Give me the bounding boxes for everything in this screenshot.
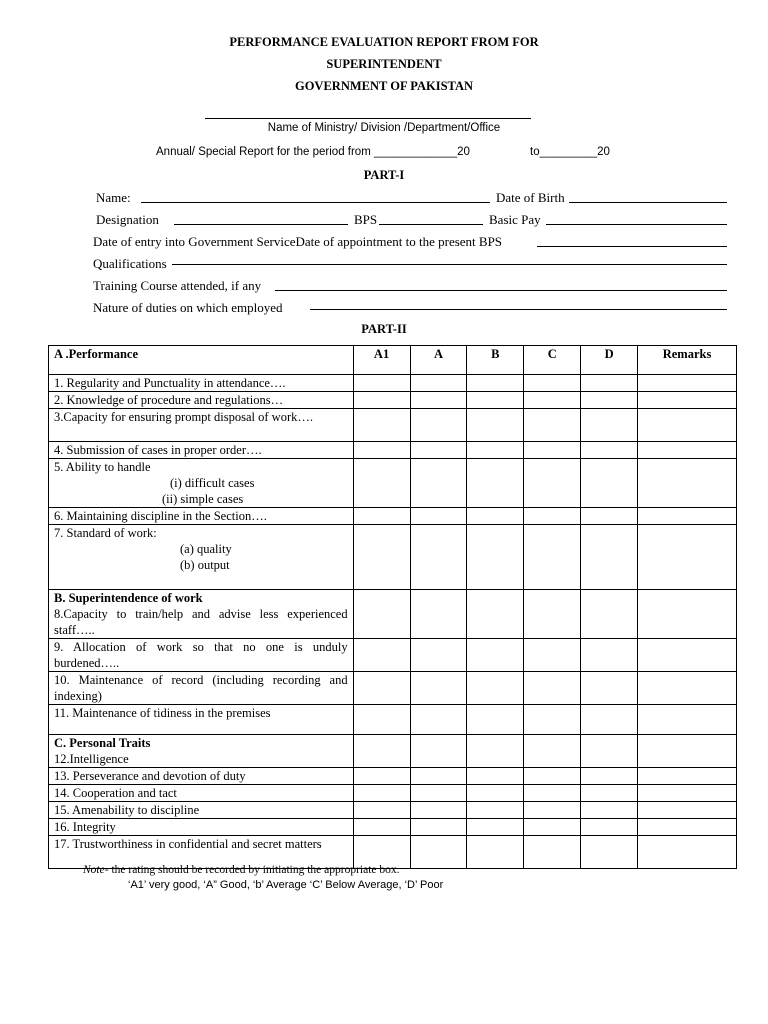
table-row [49, 442, 737, 459]
criterion-cell [49, 459, 354, 508]
ministry-label: Name of Ministry/ Division /Department/Office [267, 122, 501, 134]
rating-cell[interactable] [410, 525, 467, 590]
rating-cell[interactable] [467, 375, 524, 392]
rating-cell[interactable] [581, 672, 638, 705]
rating-cell[interactable] [353, 802, 410, 819]
column-header-b: B [467, 346, 524, 375]
remarks-cell[interactable] [638, 785, 737, 802]
training-label: Training Course attended, if any [93, 278, 262, 293]
remarks-cell[interactable] [638, 802, 737, 819]
remarks-cell[interactable] [638, 836, 737, 869]
rating-cell[interactable] [524, 802, 581, 819]
column-header-a: A [410, 346, 467, 375]
criterion-label: 3.Capacity for ensuring prompt disposal of work…. [49, 409, 354, 442]
table-row [49, 508, 737, 525]
rating-cell[interactable] [353, 819, 410, 836]
criterion-label: 8.Capacity to train/help and advise less experienced staff….. [54, 607, 348, 637]
rating-cell[interactable] [353, 705, 410, 735]
table-row [49, 735, 737, 768]
basic-pay-label: Basic Pay [489, 212, 541, 227]
remarks-cell[interactable] [638, 525, 737, 590]
note-label: Note [83, 864, 105, 876]
rating-cell[interactable] [353, 785, 410, 802]
rating-cell[interactable] [467, 392, 524, 409]
criterion-label: 15. Amenability to discipline [49, 802, 354, 819]
rating-cell[interactable] [353, 375, 410, 392]
rating-cell[interactable] [581, 819, 638, 836]
criterion-label: 13. Perseverance and devotion of duty [49, 768, 354, 785]
table-row [49, 590, 737, 639]
rating-cell[interactable] [353, 672, 410, 705]
entry-label: Date of entry into Government ServiceDate of appointment to the present BPS [93, 234, 503, 249]
column-header-remarks: Remarks [638, 346, 737, 375]
rating-cell[interactable] [353, 508, 410, 525]
rating-cell[interactable] [353, 392, 410, 409]
criterion-label: 10. Maintenance of record (including recording and indexing) [49, 672, 354, 705]
report-subtitle: SUPERINTENDENT [326, 57, 442, 71]
table-row [49, 705, 737, 735]
rating-cell[interactable] [467, 785, 524, 802]
designation-field[interactable] [174, 224, 348, 225]
rating-cell[interactable] [410, 590, 467, 639]
table-row [49, 785, 737, 802]
bps-field[interactable] [379, 224, 483, 225]
criterion-label: 9. Allocation of work so that no one is unduly burdened….. [49, 639, 354, 672]
rating-cell[interactable] [467, 409, 524, 442]
rating-cell[interactable] [467, 525, 524, 590]
criterion-sublabel: (i) difficult cases [170, 476, 255, 490]
rating-cell[interactable] [410, 836, 467, 869]
rating-cell[interactable] [410, 409, 467, 442]
rating-cell[interactable] [410, 768, 467, 785]
table-row [49, 392, 737, 409]
criterion-label: 14. Cooperation and tact [49, 785, 354, 802]
ministry-blank-line[interactable] [205, 118, 531, 119]
rating-cell[interactable] [524, 375, 581, 392]
entry-field[interactable] [537, 246, 727, 247]
criterion-sublabel: (a) quality [180, 542, 232, 556]
table-row [49, 639, 737, 672]
rating-cell[interactable] [524, 409, 581, 442]
criterion-label: 1. Regularity and Punctuality in attendance…. [49, 375, 354, 392]
rating-cell[interactable] [524, 836, 581, 869]
rating-cell[interactable] [467, 768, 524, 785]
training-field[interactable] [275, 290, 727, 291]
rating-cell[interactable] [524, 785, 581, 802]
criterion-label: 7. Standard of work: [54, 526, 157, 540]
column-header-performance: A .Performance [49, 346, 354, 375]
remarks-cell[interactable] [638, 639, 737, 672]
column-header-d: D [581, 346, 638, 375]
criterion-cell [49, 735, 354, 768]
rating-cell[interactable] [353, 639, 410, 672]
criterion-cell [49, 525, 354, 590]
remarks-cell[interactable] [638, 459, 737, 508]
criterion-sublabel: (ii) simple cases [162, 492, 244, 506]
rating-cell[interactable] [581, 735, 638, 768]
rating-cell[interactable] [581, 409, 638, 442]
rating-cell[interactable] [524, 735, 581, 768]
remarks-cell[interactable] [638, 590, 737, 639]
rating-cell[interactable] [410, 392, 467, 409]
criterion-label: 11. Maintenance of tidiness in the premises [49, 705, 354, 735]
column-header-c: C [524, 346, 581, 375]
rating-cell[interactable] [410, 802, 467, 819]
criterion-label: 16. Integrity [49, 819, 354, 836]
rating-cell[interactable] [467, 802, 524, 819]
table-row [49, 409, 737, 442]
table-row [49, 768, 737, 785]
evaluation-table [48, 345, 737, 869]
bps-label: BPS [354, 212, 378, 227]
qualifications-field[interactable] [172, 264, 727, 265]
name-field[interactable] [141, 202, 490, 203]
basic-pay-field[interactable] [546, 224, 727, 225]
table-header-row [49, 346, 737, 375]
rating-cell[interactable] [524, 639, 581, 672]
rating-cell[interactable] [467, 639, 524, 672]
remarks-cell[interactable] [638, 392, 737, 409]
rating-cell[interactable] [581, 590, 638, 639]
criterion-cell [49, 590, 354, 639]
rating-cell[interactable] [467, 442, 524, 459]
criterion-label: 2. Knowledge of procedure and regulations… [49, 392, 354, 409]
remarks-cell[interactable] [638, 409, 737, 442]
remarks-cell[interactable] [638, 375, 737, 392]
table-row [49, 459, 737, 508]
rating-cell[interactable] [581, 705, 638, 735]
rating-cell[interactable] [524, 672, 581, 705]
rating-cell[interactable] [467, 672, 524, 705]
rating-cell[interactable] [581, 768, 638, 785]
rating-cell[interactable] [524, 392, 581, 409]
remarks-cell[interactable] [638, 442, 737, 459]
rating-cell[interactable] [581, 442, 638, 459]
note-text: - the rating should be recorded by initiating the appropriate box. [104, 864, 400, 876]
rating-cell[interactable] [353, 735, 410, 768]
rating-cell[interactable] [467, 459, 524, 508]
rating-cell[interactable] [353, 590, 410, 639]
remarks-cell[interactable] [638, 705, 737, 735]
table-row [49, 672, 737, 705]
section-heading-personal-traits: C. Personal Traits [54, 736, 151, 750]
criterion-label: 4. Submission of cases in proper order…. [49, 442, 354, 459]
rating-cell[interactable] [581, 785, 638, 802]
rating-cell[interactable] [410, 459, 467, 508]
part-1-heading: PART-I [363, 168, 405, 182]
rating-cell[interactable] [410, 508, 467, 525]
criterion-label: 17. Trustworthiness in confidential and secret matters [49, 836, 354, 869]
rating-cell[interactable] [410, 735, 467, 768]
rating-cell[interactable] [353, 409, 410, 442]
rating-cell[interactable] [353, 768, 410, 785]
remarks-cell[interactable] [638, 768, 737, 785]
rating-cell[interactable] [467, 705, 524, 735]
rating-cell[interactable] [524, 705, 581, 735]
rating-cell[interactable] [467, 836, 524, 869]
rating-cell[interactable] [581, 525, 638, 590]
rating-cell[interactable] [524, 525, 581, 590]
part-2-heading: PART-II [361, 322, 407, 336]
rating-cell[interactable] [353, 459, 410, 508]
table-row [49, 802, 737, 819]
rating-cell[interactable] [581, 639, 638, 672]
rating-cell[interactable] [581, 459, 638, 508]
remarks-cell[interactable] [638, 508, 737, 525]
remarks-cell[interactable] [638, 672, 737, 705]
remarks-cell[interactable] [638, 735, 737, 768]
rating-cell[interactable] [581, 802, 638, 819]
rating-cell[interactable] [467, 590, 524, 639]
rating-cell[interactable] [467, 819, 524, 836]
rating-cell[interactable] [410, 375, 467, 392]
duties-label: Nature of duties on which employed [93, 300, 283, 315]
rating-cell[interactable] [410, 672, 467, 705]
rating-cell[interactable] [524, 590, 581, 639]
rating-cell[interactable] [353, 525, 410, 590]
government-title: GOVERNMENT OF PAKISTAN [294, 79, 474, 93]
name-label: Name: [96, 190, 131, 205]
table-row [49, 819, 737, 836]
rating-cell[interactable] [581, 392, 638, 409]
rating-cell[interactable] [524, 819, 581, 836]
rating-legend: ‘A1’ very good, ‘A” Good, ‘b’ Average ‘C’ Below Average, ‘D’ Poor [128, 879, 444, 891]
rating-cell[interactable] [353, 442, 410, 459]
rating-cell[interactable] [410, 785, 467, 802]
designation-label: Designation [96, 212, 159, 227]
column-header-a1: A1 [353, 346, 410, 375]
report-title: PERFORMANCE EVALUATION REPORT FROM FOR [229, 35, 539, 49]
period-to-label: to_________20 [530, 146, 610, 158]
rating-cell[interactable] [524, 442, 581, 459]
criterion-label: 12.Intelligence [54, 752, 129, 766]
rating-cell[interactable] [410, 819, 467, 836]
rating-cell[interactable] [410, 705, 467, 735]
rating-cell[interactable] [410, 639, 467, 672]
rating-cell[interactable] [581, 375, 638, 392]
section-heading-superintendence: B. Superintendence of work [54, 591, 203, 605]
rating-note [83, 864, 400, 876]
period-from-label: Annual/ Special Report for the period from _____________20 [156, 146, 470, 158]
rating-cell[interactable] [524, 459, 581, 508]
rating-cell[interactable] [467, 508, 524, 525]
remarks-cell[interactable] [638, 819, 737, 836]
criterion-sublabel: (b) output [180, 558, 230, 572]
table-row [49, 525, 737, 590]
criterion-label: 5. Ability to handle [54, 460, 151, 474]
criterion-label: 6. Maintaining discipline in the Section…. [49, 508, 354, 525]
rating-cell[interactable] [410, 442, 467, 459]
dob-label: Date of Birth [496, 190, 565, 205]
dob-field[interactable] [569, 202, 727, 203]
qualifications-label: Qualifications [93, 256, 167, 271]
table-row [49, 375, 737, 392]
rating-cell[interactable] [524, 508, 581, 525]
rating-cell[interactable] [524, 768, 581, 785]
rating-cell[interactable] [581, 508, 638, 525]
duties-field[interactable] [310, 309, 727, 310]
rating-cell[interactable] [467, 735, 524, 768]
rating-cell[interactable] [581, 836, 638, 869]
